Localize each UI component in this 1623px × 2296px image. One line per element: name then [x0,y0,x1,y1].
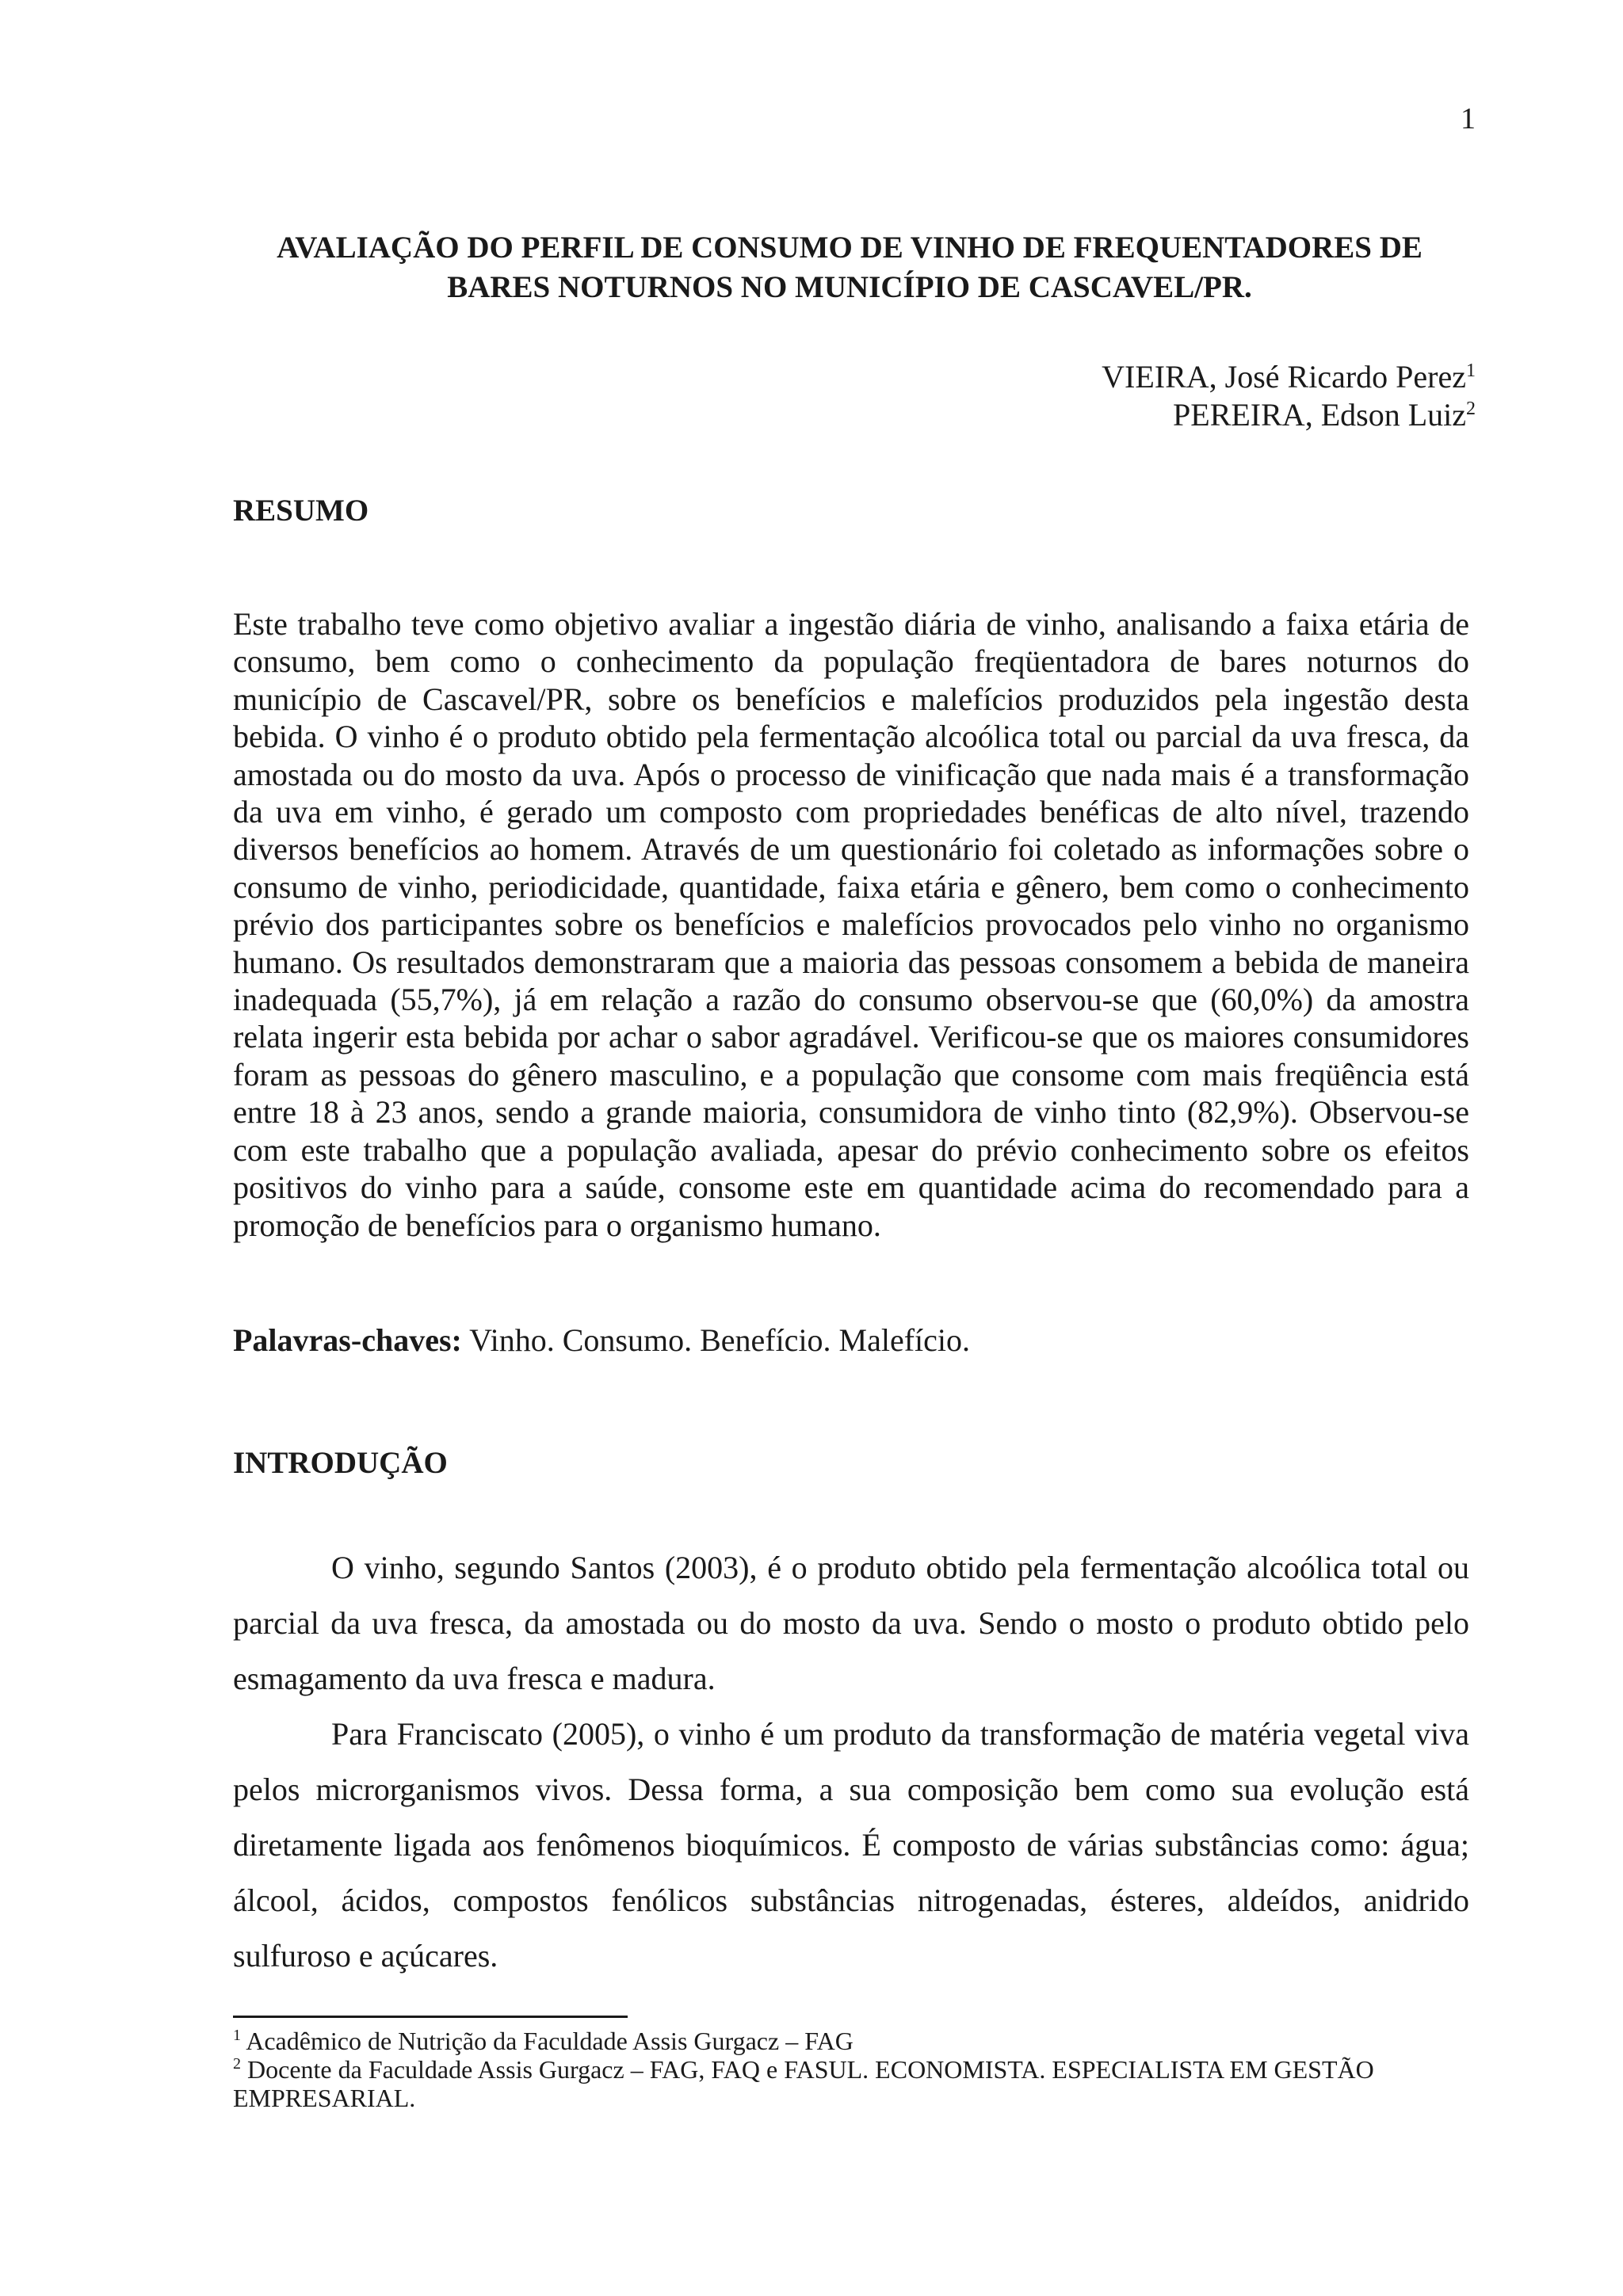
author-2 [1102,396,1476,434]
footnote-1-text: Acadêmico de Nutrição da Faculdade Assis Gurgacz – FAG [241,2027,854,2055]
paper-title-line-2: BARES NOTURNOS NO MUNICÍPIO DE CASCAVEL/PR. [447,270,1252,304]
introducao-heading: INTRODUÇÃO [233,1446,448,1480]
footnote-1-mark: 1 [233,2027,241,2044]
footnote-2 [233,2055,1469,2112]
intro-paragraph-1: O vinho, segundo Santos (2003), é o produto obtido pela fermentação alcoólica total ou parcial da uva fresca, da amostada ou do mosto da uva. Sendo o mosto o produto obtido pelo esmagamento da uva fresca e madura. [233,1550,1469,1696]
footnote-separator [233,2016,628,2018]
author-1 [1102,358,1476,396]
resumo-heading: RESUMO [233,494,369,528]
footnote-1 [233,2027,1469,2055]
paper-title-line-1: AVALIAÇÃO DO PERFIL DE CONSUMO DE VINHO DE FREQUENTADORES DE [277,231,1423,265]
author-list [1102,358,1476,434]
author-2-name: PEREIRA, Edson Luiz [1173,397,1466,433]
author-1-name: VIEIRA, José Ricardo Perez [1102,359,1466,395]
author-1-footnote-mark: 1 [1466,360,1476,381]
author-2-footnote-mark: 2 [1466,399,1476,419]
paper-title [230,228,1469,307]
footnote-2-mark: 2 [233,2055,241,2073]
page-number: 1 [1461,102,1476,135]
intro-paragraph-2: Para Franciscato (2005), o vinho é um produto da transformação de matéria vegetal viva pelos microrganismos vivos. Dessa forma, a sua composição bem como sua evolução está diretamente ligada aos fenômenos bioquímicos. É composto de várias substâncias como: água; álcool, ácidos, compostos fenólicos substâncias nitrogenadas, ésteres, aldeídos, anidrido sulfuroso e açúcares. [233,1716,1469,1974]
footnotes [233,2027,1469,2112]
keywords-list: Vinho. Consumo. Benefício. Malefício. [461,1322,971,1358]
resumo-text: Este trabalho teve como objetivo avaliar a ingestão diária de vinho, analisando a faixa etária de consumo, bem como o conhecimento da população freqüentadora de bares noturnos do município de Cascavel/PR, sobre os benefícios e malefícios produzidos pela ingestão desta bebida. O vinho é o produto obtido pela fermentação alcoólica total ou parcial da uva fresca, da amostada ou do mosto da uva. Após o processo de vinificação que nada mais é a transformação da uva em vinho, é gerado um composto com propriedades benéficas de alto nível, trazendo diversos benefícios ao homem. Através de um questionário foi coletado as informações sobre o consumo de vinho, periodicidade, quantidade, faixa etária e gênero, bem como o conhecimento prévio dos participantes sobre os benefícios e malefícios provocados pelo vinho no organismo humano. Os resultados demonstraram que a maioria das pessoas consomem a bebida de maneira inadequada (55,7%), já em relação a razão do consumo observou-se que (60,0%) da amostra relata ingerir esta bebida por achar o sabor agradável. Verificou-se que os maiores consumidores foram as pessoas do gênero masculino, e a população que consome com mais freqüência está entre 18 à 23 anos, sendo a grande maioria, consumidora de vinho tinto (82,9%). Observou-se com este trabalho que a população avaliada, apesar do prévio conhecimento sobre os efeitos positivos do vinho para a saúde, consome este em quantidade acima do recomendado para a promoção de benefícios para o organismo humano. [233,606,1469,1243]
keywords-label: Palavras-chaves: [233,1322,462,1358]
keywords [233,1322,1469,1360]
footnote-2-text: Docente da Faculdade Assis Gurgacz – FAG, FAQ e FASUL. ECONOMISTA. ESPECIALISTA EM GESTÃO EMPRESARIAL. [233,2055,1374,2112]
